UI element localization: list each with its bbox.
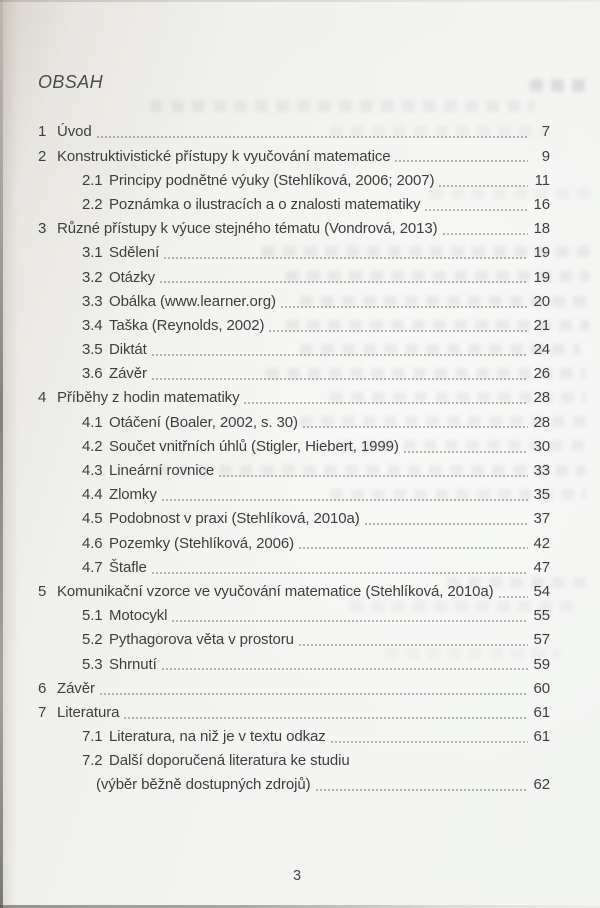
dot-leader [269, 330, 528, 332]
toc-entry-page: 26 [533, 365, 550, 383]
dot-leader [172, 620, 528, 622]
toc-entry-number: 2.2 [82, 195, 103, 213]
toc-entry-page: 60 [533, 679, 550, 697]
toc-entry-page: 35 [533, 486, 550, 504]
toc-entry-number: 4.3 [82, 462, 103, 480]
toc-entry-title: Pozemky (Stehlíková, 2006) [109, 534, 294, 552]
toc-entry-number: 4.1 [82, 413, 103, 431]
toc-entry [38, 407, 550, 431]
toc-entry-title: Různé přístupy k výuce stejného tématu (Vondrová, 2013) [57, 220, 438, 238]
toc-entry-page: 20 [533, 292, 550, 310]
toc-entry-number: 4.2 [82, 437, 103, 455]
page-number: 3 [292, 868, 302, 884]
dot-leader [439, 185, 528, 187]
toc-entry-title: Příběhy z hodin matematiky [57, 389, 240, 407]
dot-leader [152, 572, 528, 574]
toc-entry-title: Motocykl [109, 607, 168, 625]
dot-leader [100, 693, 528, 695]
toc-entry-page: 62 [533, 776, 550, 794]
toc-entry [38, 770, 550, 794]
toc-entry-number: 3.5 [82, 341, 103, 359]
toc-entry-number: 5 [38, 582, 47, 600]
dot-leader [281, 306, 528, 308]
dot-leader [499, 596, 528, 598]
toc-entry [38, 698, 550, 722]
toc-entry [38, 165, 550, 189]
bleed-through-line [530, 79, 592, 92]
dot-leader [152, 378, 528, 380]
toc-entry-title: Pythagorova věta v prostoru [109, 631, 294, 649]
toc-entry [38, 335, 550, 359]
toc-entry-title: Součet vnitřních úhlů (Stigler, Hiebert, 1999) [109, 437, 399, 455]
dot-leader [160, 281, 528, 283]
toc-entry [38, 722, 550, 746]
toc-entry-title: Závěr [109, 365, 147, 383]
toc-entry-number: 5.2 [82, 631, 103, 649]
toc-entry [38, 456, 550, 480]
toc-entry-number: 2.1 [82, 171, 103, 189]
toc-entry-number: 5.3 [82, 655, 103, 673]
toc-entry [38, 383, 550, 407]
toc-entry-title: Obálka (www.learner.org) [109, 292, 276, 310]
toc-entry-title: Další doporučená literatura ke studiu [109, 752, 350, 770]
dot-leader [164, 257, 528, 259]
toc-entry [38, 214, 550, 238]
toc-entry-page: 42 [533, 534, 550, 552]
toc-entry [38, 141, 550, 165]
toc-entry-title: Komunikační vzorce ve vyučování matematice (Stehlíková, 2010a) [57, 582, 494, 600]
toc-entry-number: 7 [38, 703, 47, 721]
toc-entry-page: 33 [533, 462, 550, 480]
toc-entry-number: 3.3 [82, 292, 103, 310]
toc-entry-title: Úvod [57, 123, 92, 141]
toc-entry [38, 286, 550, 310]
toc-entry-page: 21 [533, 316, 550, 334]
toc-entry-number: 7.2 [82, 752, 103, 770]
toc-entry-page: 7 [541, 123, 550, 141]
toc-entry-page: 61 [533, 703, 550, 721]
toc-entry-page: 59 [533, 655, 550, 673]
dot-leader [97, 136, 528, 138]
toc-entry-page: 19 [533, 268, 550, 286]
bleed-through-line [150, 100, 535, 112]
toc-entry-title: Podobnost v praxi (Stehlíková, 2010a) [109, 510, 360, 528]
toc-entry-page: 19 [533, 244, 550, 262]
toc-entry [38, 431, 550, 455]
toc-entry-page: 24 [533, 341, 550, 359]
dot-leader [404, 451, 528, 453]
toc-entry-number: 5.1 [82, 607, 103, 625]
dot-leader [443, 233, 528, 235]
toc-entry [38, 528, 550, 552]
toc-entry-number: 3.6 [82, 365, 103, 383]
dot-leader [365, 523, 528, 525]
toc-entry-page: 54 [533, 582, 550, 600]
toc-entry [38, 649, 550, 673]
scan-edge-top [0, 0, 600, 2]
toc-entry-number: 3.4 [82, 316, 103, 334]
toc-entry-title: Otáčení (Boaler, 2002, s. 30) [109, 413, 298, 431]
toc-entry-title: (výběr běžně dostupných zdrojů) [96, 776, 311, 794]
toc-entry-title: Literatura [57, 703, 120, 721]
dot-leader [299, 547, 528, 549]
toc-entry-page: 18 [533, 220, 550, 238]
toc-entry-number: 4 [38, 389, 47, 407]
dot-leader [219, 475, 528, 477]
toc-entry-title: Literatura, na niž je v textu odkaz [109, 728, 326, 746]
toc-entry-title: Sdělení [109, 244, 160, 262]
toc-entry [38, 238, 550, 262]
toc-entry [38, 601, 550, 625]
toc-entry-page: 28 [533, 389, 550, 407]
dot-leader [162, 668, 528, 670]
dot-leader [395, 160, 528, 162]
toc-entry [38, 673, 550, 697]
toc-entry [38, 552, 550, 576]
dot-leader [331, 741, 528, 743]
toc-entry [38, 625, 550, 649]
toc-entry-page: 47 [533, 558, 550, 576]
page-title: OBSAH [38, 72, 104, 92]
toc-entry [38, 577, 550, 601]
toc-entry-title: Taška (Reynolds, 2002) [109, 316, 265, 334]
dot-leader [425, 209, 528, 211]
dot-leader [124, 717, 528, 719]
toc-entry [38, 746, 550, 770]
toc-entry-page: 9 [541, 147, 550, 165]
table-of-contents [38, 117, 550, 794]
dot-leader [316, 789, 528, 791]
toc-entry-title: Konstruktivistické přístupy k vyučování matematice [57, 147, 391, 165]
toc-entry-page: 55 [533, 607, 550, 625]
toc-entry-number: 7.1 [82, 728, 103, 746]
toc-entry-page: 28 [533, 413, 550, 431]
dot-leader [299, 644, 528, 646]
toc-entry-title: Poznámka o ilustracích a o znalosti matematiky [109, 195, 421, 213]
toc-entry-title: Principy podnětné výuky (Stehlíková, 2006; 2007) [109, 171, 435, 189]
toc-entry-page: 61 [533, 728, 550, 746]
toc-entry-page: 11 [534, 171, 550, 189]
toc-entry-number: 3.2 [82, 268, 103, 286]
toc-entry-page: 16 [533, 195, 550, 213]
dot-leader [162, 499, 528, 501]
dot-leader [303, 426, 528, 428]
toc-entry-number: 6 [38, 679, 47, 697]
toc-entry-title: Shrnutí [109, 655, 157, 673]
toc-entry [38, 480, 550, 504]
toc-entry-page: 57 [533, 631, 550, 649]
toc-entry [38, 359, 550, 383]
toc-entry-title: Zlomky [109, 486, 157, 504]
toc-entry [38, 504, 550, 528]
toc-entry-number: 4.6 [82, 534, 103, 552]
toc-entry-title: Štafle [109, 558, 147, 576]
toc-entry-title: Lineární rovnice [109, 462, 215, 480]
toc-entry-number: 4.4 [82, 486, 103, 504]
toc-entry-number: 3.1 [82, 244, 103, 262]
toc-entry-title: Diktát [109, 341, 147, 359]
toc-entry-number: 4.7 [82, 558, 103, 576]
toc-entry [38, 262, 550, 286]
toc-entry-number: 3 [38, 220, 47, 238]
toc-entry-title: Otázky [109, 268, 156, 286]
toc-entry-number: 4.5 [82, 510, 103, 528]
dot-leader [244, 402, 528, 404]
toc-entry-page: 30 [533, 437, 550, 455]
toc-entry-page: 37 [533, 510, 550, 528]
scan-edge-left [0, 0, 3, 908]
toc-entry [38, 311, 550, 335]
toc-entry [38, 117, 550, 141]
toc-entry-title: Závěr [57, 679, 95, 697]
toc-entry-number: 1 [38, 123, 47, 141]
dot-leader [152, 354, 528, 356]
toc-entry-number: 2 [38, 147, 47, 165]
toc-entry [38, 190, 550, 214]
